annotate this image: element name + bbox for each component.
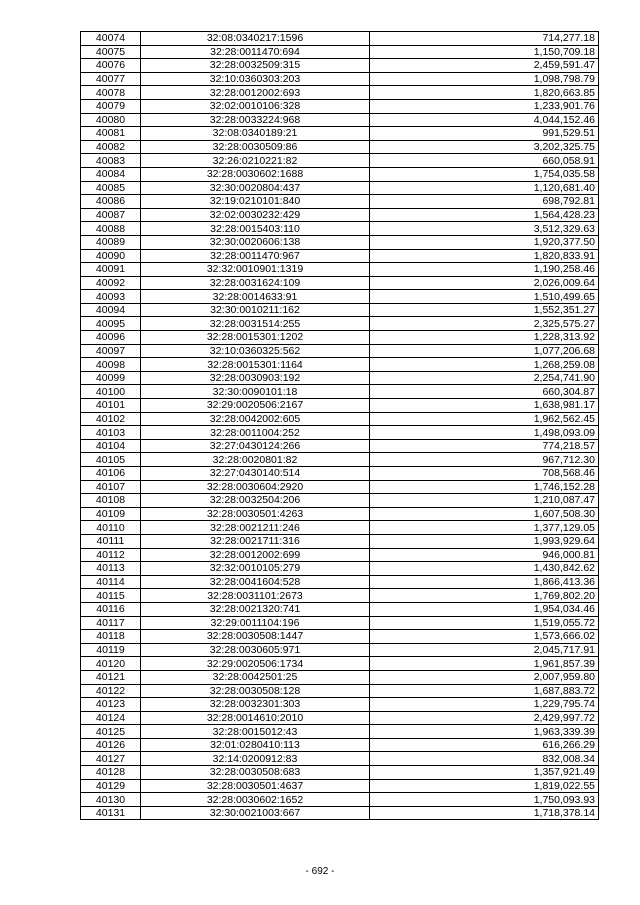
row-number-cell: 40107 (81, 480, 141, 494)
cadastral-number-cell: 32:28:0030604:2920 (141, 480, 370, 494)
table-row (81, 562, 599, 576)
cadastral-number-cell: 32:28:0030605:971 (141, 643, 370, 657)
value-amount-cell: 1,961,857.39 (370, 657, 599, 671)
value-amount-cell: 698,792.81 (370, 195, 599, 209)
value-amount-cell: 708,568.46 (370, 467, 599, 481)
cadastral-number-cell: 32:28:0015012:43 (141, 725, 370, 739)
table-row (81, 711, 599, 725)
value-amount-cell: 1,120,681.40 (370, 181, 599, 195)
row-number-cell: 40076 (81, 59, 141, 73)
table-row (81, 222, 599, 236)
row-number-cell: 40084 (81, 167, 141, 181)
value-amount-cell: 1,750,093.93 (370, 793, 599, 807)
cadastral-number-cell: 32:28:0021711:316 (141, 534, 370, 548)
row-number-cell: 40100 (81, 385, 141, 399)
value-amount-cell: 660,304.87 (370, 385, 599, 399)
table-row (81, 181, 599, 195)
table-row (81, 534, 599, 548)
cadastral-number-cell: 32:28:0042501:25 (141, 670, 370, 684)
table-row (81, 249, 599, 263)
value-amount-cell: 616,266.29 (370, 738, 599, 752)
cadastral-number-cell: 32:30:0010211:162 (141, 303, 370, 317)
cadastral-number-cell: 32:28:0014633:91 (141, 290, 370, 304)
row-number-cell: 40104 (81, 439, 141, 453)
table-row (81, 657, 599, 671)
table-row (81, 670, 599, 684)
cadastral-number-cell: 32:28:0011470:967 (141, 249, 370, 263)
cadastral-number-cell: 32:27:0430140:514 (141, 467, 370, 481)
table-row (81, 235, 599, 249)
row-number-cell: 40124 (81, 711, 141, 725)
table-row (81, 263, 599, 277)
value-amount-cell: 714,277.18 (370, 32, 599, 46)
table-body (81, 32, 599, 820)
row-number-cell: 40101 (81, 399, 141, 413)
value-amount-cell: 3,512,329.63 (370, 222, 599, 236)
value-amount-cell: 1,150,709.18 (370, 45, 599, 59)
value-amount-cell: 1,820,663.85 (370, 86, 599, 100)
value-amount-cell: 1,963,339.39 (370, 725, 599, 739)
row-number-cell: 40081 (81, 127, 141, 141)
table-row (81, 630, 599, 644)
value-amount-cell: 2,325,575.27 (370, 317, 599, 331)
row-number-cell: 40085 (81, 181, 141, 195)
row-number-cell: 40130 (81, 793, 141, 807)
table-row (81, 344, 599, 358)
cadastral-number-cell: 32:10:0360325:562 (141, 344, 370, 358)
cadastral-number-cell: 32:32:0010105:279 (141, 562, 370, 576)
cadastral-number-cell: 32:28:0021320:741 (141, 602, 370, 616)
cadastral-number-cell: 32:28:0020801:82 (141, 453, 370, 467)
row-number-cell: 40082 (81, 140, 141, 154)
cadastral-number-cell: 32:28:0030508:128 (141, 684, 370, 698)
row-number-cell: 40121 (81, 670, 141, 684)
value-amount-cell: 1,510,499.65 (370, 290, 599, 304)
row-number-cell: 40103 (81, 426, 141, 440)
table-row (81, 303, 599, 317)
table-row (81, 439, 599, 453)
table-row (81, 86, 599, 100)
cadastral-number-cell: 32:28:0030501:4637 (141, 779, 370, 793)
value-amount-cell: 1,866,413.36 (370, 575, 599, 589)
value-amount-cell: 1,077,206.68 (370, 344, 599, 358)
table-row (81, 779, 599, 793)
row-number-cell: 40126 (81, 738, 141, 752)
table-row (81, 507, 599, 521)
cadastral-number-cell: 32:02:0010106:328 (141, 99, 370, 113)
cadastral-number-cell: 32:02:0030232:429 (141, 208, 370, 222)
row-number-cell: 40131 (81, 806, 141, 820)
value-amount-cell: 3,202,325.75 (370, 140, 599, 154)
cadastral-number-cell: 32:28:0030508:1447 (141, 630, 370, 644)
cadastral-number-cell: 32:28:0031624:109 (141, 276, 370, 290)
table-row (81, 806, 599, 820)
table-row (81, 331, 599, 345)
value-amount-cell: 1,718,378.14 (370, 806, 599, 820)
table-row (81, 426, 599, 440)
value-amount-cell: 2,254,741.90 (370, 371, 599, 385)
value-amount-cell: 1,607,508.30 (370, 507, 599, 521)
cadastral-number-cell: 32:08:0340217:1596 (141, 32, 370, 46)
cadastral-number-cell: 32:28:0030602:1652 (141, 793, 370, 807)
table-row (81, 358, 599, 372)
value-amount-cell: 774,218.57 (370, 439, 599, 453)
value-amount-cell: 1,962,562.45 (370, 412, 599, 426)
table-row (81, 127, 599, 141)
value-amount-cell: 1,552,351.27 (370, 303, 599, 317)
row-number-cell: 40112 (81, 548, 141, 562)
value-amount-cell: 1,498,093.09 (370, 426, 599, 440)
row-number-cell: 40120 (81, 657, 141, 671)
cadastral-number-cell: 32:28:0030903:192 (141, 371, 370, 385)
table-row (81, 738, 599, 752)
row-number-cell: 40086 (81, 195, 141, 209)
value-amount-cell: 1,638,981.17 (370, 399, 599, 413)
row-number-cell: 40095 (81, 317, 141, 331)
value-amount-cell: 1,819,022.55 (370, 779, 599, 793)
row-number-cell: 40090 (81, 249, 141, 263)
cadastral-number-cell: 32:30:0090101:18 (141, 385, 370, 399)
value-amount-cell: 1,564,428.23 (370, 208, 599, 222)
row-number-cell: 40106 (81, 467, 141, 481)
table-row (81, 616, 599, 630)
cadastral-number-cell: 32:28:0032301:303 (141, 698, 370, 712)
row-number-cell: 40094 (81, 303, 141, 317)
cadastral-number-cell: 32:19:0210101:840 (141, 195, 370, 209)
value-amount-cell: 1,228,313.92 (370, 331, 599, 345)
cadastral-number-cell: 32:14:0200912:83 (141, 752, 370, 766)
value-amount-cell: 1,357,921.49 (370, 766, 599, 780)
table-row (81, 589, 599, 603)
table-row (81, 276, 599, 290)
table-row (81, 643, 599, 657)
value-amount-cell: 946,000.81 (370, 548, 599, 562)
table-row (81, 45, 599, 59)
cadastral-number-cell: 32:27:0430124:266 (141, 439, 370, 453)
table-row (81, 480, 599, 494)
table-row (81, 113, 599, 127)
row-number-cell: 40114 (81, 575, 141, 589)
table-row (81, 575, 599, 589)
row-number-cell: 40092 (81, 276, 141, 290)
table-row (81, 467, 599, 481)
value-amount-cell: 1,754,035.58 (370, 167, 599, 181)
value-amount-cell: 2,459,591.47 (370, 59, 599, 73)
row-number-cell: 40099 (81, 371, 141, 385)
cadastral-number-cell: 32:08:0340189:21 (141, 127, 370, 141)
cadastral-number-cell: 32:28:0011004:252 (141, 426, 370, 440)
cadastral-number-cell: 32:28:0031101:2673 (141, 589, 370, 603)
value-amount-cell: 1,190,258.46 (370, 263, 599, 277)
cadastral-number-cell: 32:28:0033224:968 (141, 113, 370, 127)
row-number-cell: 40116 (81, 602, 141, 616)
cadastral-number-cell: 32:32:0010901:1319 (141, 263, 370, 277)
cadastral-number-cell: 32:28:0014610:2010 (141, 711, 370, 725)
value-amount-cell: 1,920,377.50 (370, 235, 599, 249)
cadastral-number-cell: 32:28:0032504:206 (141, 494, 370, 508)
value-amount-cell: 2,045,717.91 (370, 643, 599, 657)
value-amount-cell: 1,769,802.20 (370, 589, 599, 603)
row-number-cell: 40093 (81, 290, 141, 304)
value-amount-cell: 1,233,901.76 (370, 99, 599, 113)
row-number-cell: 40113 (81, 562, 141, 576)
row-number-cell: 40128 (81, 766, 141, 780)
cadastral-number-cell: 32:28:0021211:246 (141, 521, 370, 535)
value-amount-cell: 4,044,152.46 (370, 113, 599, 127)
table-row (81, 725, 599, 739)
row-number-cell: 40108 (81, 494, 141, 508)
value-amount-cell: 660,058.91 (370, 154, 599, 168)
cadastral-number-cell: 32:28:0031514:255 (141, 317, 370, 331)
row-number-cell: 40091 (81, 263, 141, 277)
table-row (81, 99, 599, 113)
value-amount-cell: 1,993,929.64 (370, 534, 599, 548)
cadastral-number-cell: 32:29:0011104:196 (141, 616, 370, 630)
value-amount-cell: 1,377,129.05 (370, 521, 599, 535)
table-row (81, 59, 599, 73)
cadastral-value-table (80, 31, 599, 820)
row-number-cell: 40078 (81, 86, 141, 100)
table-row (81, 317, 599, 331)
value-amount-cell: 2,429,997.72 (370, 711, 599, 725)
row-number-cell: 40109 (81, 507, 141, 521)
cadastral-number-cell: 32:28:0012002:693 (141, 86, 370, 100)
cadastral-number-cell: 32:28:0015301:1164 (141, 358, 370, 372)
table-row (81, 548, 599, 562)
table-row (81, 140, 599, 154)
value-amount-cell: 2,026,009.64 (370, 276, 599, 290)
value-amount-cell: 1,430,842.62 (370, 562, 599, 576)
row-number-cell: 40118 (81, 630, 141, 644)
value-amount-cell: 1,229,795.74 (370, 698, 599, 712)
table-row (81, 371, 599, 385)
row-number-cell: 40105 (81, 453, 141, 467)
row-number-cell: 40077 (81, 72, 141, 86)
table-row (81, 752, 599, 766)
value-amount-cell: 1,746,152.28 (370, 480, 599, 494)
value-amount-cell: 1,820,833.91 (370, 249, 599, 263)
cadastral-number-cell: 32:28:0015403:110 (141, 222, 370, 236)
cadastral-number-cell: 32:10:0360303:203 (141, 72, 370, 86)
table-row (81, 290, 599, 304)
table-row (81, 154, 599, 168)
table-row (81, 521, 599, 535)
cadastral-number-cell: 32:28:0042002:605 (141, 412, 370, 426)
row-number-cell: 40088 (81, 222, 141, 236)
table-row (81, 195, 599, 209)
table-row (81, 72, 599, 86)
row-number-cell: 40074 (81, 32, 141, 46)
row-number-cell: 40079 (81, 99, 141, 113)
cadastral-number-cell: 32:28:0030508:683 (141, 766, 370, 780)
row-number-cell: 40097 (81, 344, 141, 358)
row-number-cell: 40125 (81, 725, 141, 739)
table-row (81, 602, 599, 616)
row-number-cell: 40080 (81, 113, 141, 127)
row-number-cell: 40123 (81, 698, 141, 712)
cadastral-number-cell: 32:29:0020506:1734 (141, 657, 370, 671)
row-number-cell: 40119 (81, 643, 141, 657)
row-number-cell: 40122 (81, 684, 141, 698)
cadastral-number-cell: 32:30:0020804:437 (141, 181, 370, 195)
row-number-cell: 40110 (81, 521, 141, 535)
table-row (81, 167, 599, 181)
value-amount-cell: 1,098,798.79 (370, 72, 599, 86)
row-number-cell: 40075 (81, 45, 141, 59)
table-row (81, 399, 599, 413)
table-row (81, 684, 599, 698)
row-number-cell: 40117 (81, 616, 141, 630)
table-row (81, 793, 599, 807)
value-amount-cell: 967,712.30 (370, 453, 599, 467)
value-amount-cell: 1,687,883.72 (370, 684, 599, 698)
page-number: - 692 - (305, 866, 335, 877)
cadastral-number-cell: 32:28:0012002:699 (141, 548, 370, 562)
row-number-cell: 40115 (81, 589, 141, 603)
value-amount-cell: 2,007,959.80 (370, 670, 599, 684)
cadastral-number-cell: 32:28:0030602:1688 (141, 167, 370, 181)
value-amount-cell: 1,210,087.47 (370, 494, 599, 508)
table-row (81, 766, 599, 780)
cadastral-number-cell: 32:28:0015301:1202 (141, 331, 370, 345)
row-number-cell: 40111 (81, 534, 141, 548)
row-number-cell: 40098 (81, 358, 141, 372)
row-number-cell: 40096 (81, 331, 141, 345)
value-amount-cell: 1,519,055.72 (370, 616, 599, 630)
row-number-cell: 40089 (81, 235, 141, 249)
cadastral-number-cell: 32:01:0280410:113 (141, 738, 370, 752)
value-amount-cell: 1,573,666.02 (370, 630, 599, 644)
row-number-cell: 40129 (81, 779, 141, 793)
cadastral-number-cell: 32:28:0041604:528 (141, 575, 370, 589)
cadastral-number-cell: 32:30:0020606:138 (141, 235, 370, 249)
cadastral-number-cell: 32:28:0030501:4263 (141, 507, 370, 521)
cadastral-number-cell: 32:26:0210221:82 (141, 154, 370, 168)
cadastral-number-cell: 32:28:0011470:694 (141, 45, 370, 59)
table-row (81, 32, 599, 46)
row-number-cell: 40087 (81, 208, 141, 222)
value-amount-cell: 991,529.51 (370, 127, 599, 141)
value-amount-cell: 1,954,034.46 (370, 602, 599, 616)
cadastral-number-cell: 32:28:0030509:86 (141, 140, 370, 154)
row-number-cell: 40102 (81, 412, 141, 426)
table-row (81, 494, 599, 508)
table-row (81, 412, 599, 426)
cadastral-number-cell: 32:30:0021003:667 (141, 806, 370, 820)
table-row (81, 698, 599, 712)
row-number-cell: 40127 (81, 752, 141, 766)
row-number-cell: 40083 (81, 154, 141, 168)
table-row (81, 453, 599, 467)
cadastral-number-cell: 32:28:0032509:315 (141, 59, 370, 73)
cadastral-number-cell: 32:29:0020506:2167 (141, 399, 370, 413)
table-row (81, 208, 599, 222)
table-row (81, 385, 599, 399)
value-amount-cell: 1,268,259.08 (370, 358, 599, 372)
value-amount-cell: 832,008.34 (370, 752, 599, 766)
